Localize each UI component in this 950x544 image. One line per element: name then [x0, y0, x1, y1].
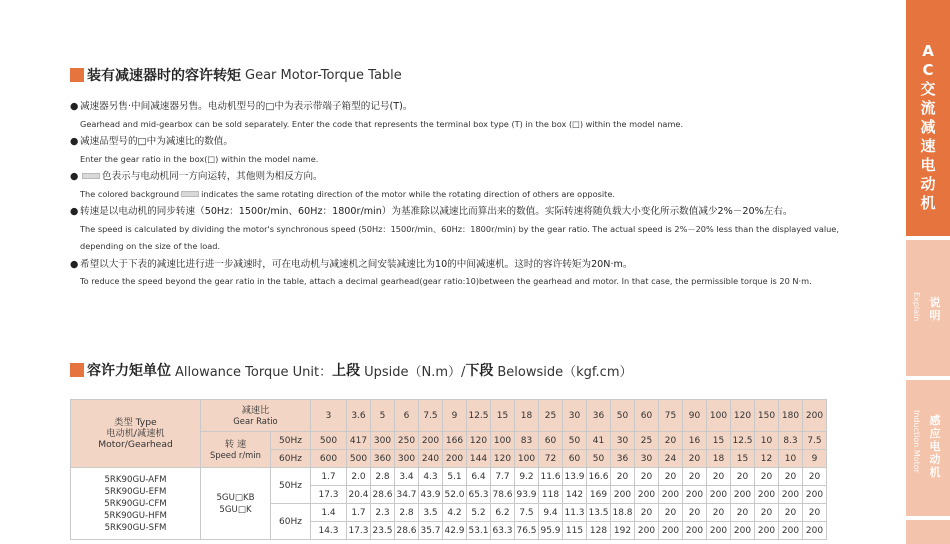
torque-cell: 11.6 — [539, 468, 563, 486]
ratio-cell: 3.6 — [347, 400, 371, 432]
speed50-cell: 120 — [467, 432, 491, 450]
table-header-ratio-row — [71, 400, 827, 432]
torque-cell: 7.5 — [515, 504, 539, 522]
torque-cell: 142 — [563, 486, 587, 504]
torque-cell: 200 — [731, 486, 755, 504]
note-1-cn-text: 减速器另售·中间减速器另售。电动机型号的□中为表示带端子箱型的记号(T)。 — [80, 101, 413, 112]
speed50-cell: 83 — [515, 432, 539, 450]
torque-cell: 200 — [755, 486, 779, 504]
torque-cell: 63.3 — [491, 522, 515, 540]
torque-cell: 76.5 — [515, 522, 539, 540]
speed50-cell: 100 — [491, 432, 515, 450]
ratio-cell: 50 — [611, 400, 635, 432]
torque-cell: 42.9 — [443, 522, 467, 540]
hz50-header: 50Hz — [271, 432, 311, 450]
section-torque-title-en: Gear Motor-Torque Table — [245, 67, 402, 83]
speed50-cell: 8.3 — [779, 432, 803, 450]
note-4-en: The speed is calculated by dividing the motor's synchronous speed (50Hz：1500r/min、60Hz：1800r/min) by the gear ratio. The actual speed is 2%－20% less than the displayed value, depending on the size of the load. — [80, 223, 839, 251]
allowance-title-en-c: Belowside（kgf.cm） — [497, 364, 633, 380]
speed-cn: 转 速 — [224, 438, 247, 450]
ratio-cell: 9 — [443, 400, 467, 432]
torque-cell: 3.5 — [419, 504, 443, 522]
ratio-cell: 25 — [539, 400, 563, 432]
speed50-cell: 30 — [611, 432, 635, 450]
torque-cell: 20 — [731, 504, 755, 522]
torque-cell: 20 — [707, 504, 731, 522]
note-5-cn — [70, 256, 840, 274]
gearhead-name: 5GU□K — [219, 504, 252, 515]
torque-cell: 6.2 — [491, 504, 515, 522]
torque-cell: 20 — [707, 468, 731, 486]
torque-cell: 14.3 — [311, 522, 347, 540]
torque-cell: 20 — [683, 468, 707, 486]
color-swatch-icon — [181, 191, 199, 197]
bullet-icon: ● — [70, 136, 79, 147]
ratio-cell: 7.5 — [419, 400, 443, 432]
ratio-cell: 75 — [659, 400, 683, 432]
torque-cell: 2.8 — [371, 468, 395, 486]
torque-table — [70, 399, 827, 540]
speed50-cell: 60 — [539, 432, 563, 450]
torque-cell: 35.7 — [419, 522, 443, 540]
torque-cell: 93.9 — [515, 486, 539, 504]
note-1-en: Gearhead and mid-gearbox can be sold separately. Enter the code that represents the terminal box type (T) in the box (□) within the model name. — [80, 118, 684, 129]
speed60-cell: 36 — [611, 450, 635, 468]
torque-cell: 200 — [659, 522, 683, 540]
speed60-cell: 240 — [419, 450, 443, 468]
torque-cell: 20 — [779, 504, 803, 522]
note-3-cn — [70, 168, 840, 186]
note-2-cn-text: 减速品型号的□中为减速比的数值。 — [80, 136, 233, 147]
speed-header-cell — [201, 432, 271, 468]
bullet-icon: ● — [70, 206, 79, 217]
torque-cell: 118 — [539, 486, 563, 504]
ratio-cell: 5 — [371, 400, 395, 432]
ratio-cell: 150 — [755, 400, 779, 432]
tab-ac-gear-motor[interactable] — [906, 0, 950, 236]
torque-cell: 200 — [731, 522, 755, 540]
speed50-cell: 16 — [683, 432, 707, 450]
speed50-cell: 41 — [587, 432, 611, 450]
hz50-row-label: 50Hz — [271, 468, 311, 504]
torque-cell: 200 — [707, 486, 731, 504]
notes-list — [70, 98, 840, 291]
torque-cell: 2.8 — [395, 504, 419, 522]
speed50-cell: 166 — [443, 432, 467, 450]
ratio-cell: 6 — [395, 400, 419, 432]
section-torque-title-cn: 装有减速器时的容许转矩 — [87, 68, 241, 84]
hz60-row-label: 60Hz — [271, 504, 311, 540]
torque-cell: 20 — [803, 504, 827, 522]
color-swatch-icon — [82, 173, 100, 179]
type-label-2: 电动机/减速机 — [106, 428, 165, 439]
torque-cell: 4.3 — [419, 468, 443, 486]
torque-cell: 128 — [587, 522, 611, 540]
model-list-cell — [71, 468, 201, 540]
allowance-title-cn-b: 上段 — [332, 363, 361, 379]
torque-cell: 7.7 — [491, 468, 515, 486]
torque-cell: 20 — [635, 504, 659, 522]
allowance-title-en-a: Allowance Torque Unit： — [175, 364, 333, 380]
torque-cell: 5.1 — [443, 468, 467, 486]
note-4-cn — [70, 203, 840, 221]
note-3-en-a: The colored background — [80, 188, 180, 199]
torque-cell: 200 — [611, 486, 635, 504]
heading-square-icon — [70, 363, 84, 377]
speed50-cell: 25 — [635, 432, 659, 450]
torque-cell: 65.3 — [467, 486, 491, 504]
speed50-cell: 417 — [347, 432, 371, 450]
ratio-cell: 30 — [563, 400, 587, 432]
speed50-cell: 250 — [395, 432, 419, 450]
torque-cell: 52.0 — [443, 486, 467, 504]
torque-cell: 6.4 — [467, 468, 491, 486]
torque-cell: 2.3 — [371, 504, 395, 522]
ratio-cell: 100 — [707, 400, 731, 432]
speed50-cell: 500 — [311, 432, 347, 450]
tab-induction-motor[interactable] — [906, 380, 950, 516]
speed50-cell: 300 — [371, 432, 395, 450]
side-navigation — [906, 0, 950, 544]
tab-explain-cn: 说明 — [929, 296, 941, 322]
speed60-cell: 500 — [347, 450, 371, 468]
speed60-cell: 15 — [731, 450, 755, 468]
torque-cell: 20 — [779, 468, 803, 486]
speed60-cell: 10 — [779, 450, 803, 468]
note-2-cn — [70, 133, 840, 151]
torque-cell: 95.9 — [539, 522, 563, 540]
torque-cell: 20 — [731, 468, 755, 486]
torque-cell: 200 — [683, 522, 707, 540]
torque-cell: 43.9 — [419, 486, 443, 504]
speed60-cell: 300 — [395, 450, 419, 468]
type-header-cell — [71, 400, 201, 468]
ratio-cell: 200 — [803, 400, 827, 432]
torque-cell: 200 — [659, 486, 683, 504]
note-3-en-b: indicates the same rotating direction of the motor while the rotating direction of others are opposite. — [201, 188, 615, 199]
torque-cell: 11.3 — [563, 504, 587, 522]
torque-cell: 4.2 — [443, 504, 467, 522]
torque-cell: 78.6 — [491, 486, 515, 504]
speed60-cell: 60 — [563, 450, 587, 468]
torque-cell: 20 — [611, 468, 635, 486]
table-row — [71, 468, 827, 486]
model-name: 5RK90GU-EFM — [104, 486, 167, 497]
torque-cell: 5.2 — [467, 504, 491, 522]
torque-cell: 200 — [803, 522, 827, 540]
torque-cell: 9.2 — [515, 468, 539, 486]
section-allowance-heading — [70, 361, 633, 379]
ratio-cell: 12.5 — [467, 400, 491, 432]
torque-cell: 169 — [587, 486, 611, 504]
model-name: 5RK90GU-CFM — [104, 498, 167, 509]
torque-cell: 53.1 — [467, 522, 491, 540]
tab-induction-en: Induction Motor — [912, 410, 921, 473]
speed50-cell: 15 — [707, 432, 731, 450]
torque-cell: 115 — [563, 522, 587, 540]
torque-cell: 2.0 — [347, 468, 371, 486]
tab-explain[interactable] — [906, 240, 950, 376]
torque-cell: 20 — [635, 468, 659, 486]
tab-induction-cn: 感应电动机 — [929, 414, 941, 479]
torque-cell: 200 — [635, 486, 659, 504]
torque-cell: 200 — [803, 486, 827, 504]
speed60-cell: 9 — [803, 450, 827, 468]
speed60-cell: 18 — [707, 450, 731, 468]
torque-cell: 16.6 — [587, 468, 611, 486]
torque-cell: 1.4 — [311, 504, 347, 522]
allowance-title-en-b: Upside（N.m）/ — [364, 364, 466, 380]
model-name: 5RK90GU-SFM — [104, 522, 167, 533]
gearhead-name: 5GU□KB — [216, 492, 255, 503]
torque-cell: 20.4 — [347, 486, 371, 504]
hz60-header: 60Hz — [271, 450, 311, 468]
torque-cell: 20 — [755, 468, 779, 486]
speed60-cell: 600 — [311, 450, 347, 468]
note-5-cn-text: 希望以大于下表的减速比进行进一步减速时，可在电动机与减速机之间安装减速比为10的中间减速机。这时的容许转矩为20N·m。 — [80, 258, 633, 270]
tab-explain-en: Explain — [912, 292, 921, 322]
type-label-3: Motor/Gearhead — [98, 439, 173, 450]
ratio-cell: 120 — [731, 400, 755, 432]
allowance-title-cn-a: 容许力矩单位 — [87, 363, 171, 379]
section-torque-heading — [70, 66, 402, 84]
torque-cell: 28.6 — [395, 522, 419, 540]
model-name: 5RK90GU-AFM — [104, 474, 167, 485]
gear-ratio-cn: 减速比 — [241, 404, 270, 416]
ratio-cell: 15 — [491, 400, 515, 432]
torque-cell: 34.7 — [395, 486, 419, 504]
torque-cell: 200 — [683, 486, 707, 504]
speed50-cell: 12.5 — [731, 432, 755, 450]
torque-cell: 200 — [755, 522, 779, 540]
torque-cell: 20 — [683, 504, 707, 522]
model-name: 5RK90GU-HFM — [104, 510, 167, 521]
torque-cell: 1.7 — [311, 468, 347, 486]
bullet-icon: ● — [70, 258, 79, 270]
gearhead-cell — [201, 468, 271, 540]
speed-en: Speed r/min — [210, 449, 261, 460]
torque-cell: 192 — [611, 522, 635, 540]
note-1-cn — [70, 98, 840, 116]
speed50-cell: 7.5 — [803, 432, 827, 450]
speed50-cell: 20 — [659, 432, 683, 450]
torque-cell: 17.3 — [311, 486, 347, 504]
torque-cell: 17.3 — [347, 522, 371, 540]
allowance-title-cn-c: 下段 — [465, 363, 494, 379]
speed60-cell: 30 — [635, 450, 659, 468]
torque-cell: 13.5 — [587, 504, 611, 522]
speed60-cell: 360 — [371, 450, 395, 468]
speed60-cell: 72 — [539, 450, 563, 468]
torque-cell: 200 — [779, 522, 803, 540]
speed60-cell: 24 — [659, 450, 683, 468]
torque-cell: 20 — [803, 468, 827, 486]
speed50-cell: 10 — [755, 432, 779, 450]
bullet-icon: ● — [70, 101, 79, 112]
note-3-cn-text: 色表示与电动机同一方向运转，其他则为相反方向。 — [102, 171, 323, 182]
torque-cell: 9.4 — [539, 504, 563, 522]
torque-cell: 20 — [659, 468, 683, 486]
gear-ratio-header-cell — [201, 400, 311, 432]
speed60-cell: 20 — [683, 450, 707, 468]
torque-cell: 20 — [659, 504, 683, 522]
tab-ac-gear-motor-label: AC交流减速电动机 — [920, 42, 936, 212]
torque-cell: 28.6 — [371, 486, 395, 504]
torque-cell: 3.4 — [395, 468, 419, 486]
torque-cell: 23.5 — [371, 522, 395, 540]
speed60-cell: 50 — [587, 450, 611, 468]
torque-cell: 200 — [779, 486, 803, 504]
torque-cell: 13.9 — [563, 468, 587, 486]
gear-ratio-en: Gear Ratio — [233, 415, 278, 426]
speed60-cell: 100 — [515, 450, 539, 468]
ratio-cell: 180 — [779, 400, 803, 432]
ratio-cell: 36 — [587, 400, 611, 432]
note-5-en: To reduce the speed beyond the gear ratio in the table, attach a decimal gearhead(gear ratio:10)between the gearhead and motor. In that case, the permissible torque is 20 N·m. — [80, 276, 812, 286]
tab-next[interactable] — [906, 520, 950, 544]
note-2-en: Enter the gear ratio in the box(□) within the model name. — [80, 153, 319, 164]
note-3-en — [70, 186, 840, 204]
speed60-cell: 12 — [755, 450, 779, 468]
heading-square-icon — [70, 68, 84, 82]
speed50-cell: 200 — [419, 432, 443, 450]
torque-cell: 1.7 — [347, 504, 371, 522]
speed60-cell: 144 — [467, 450, 491, 468]
torque-cell: 18.8 — [611, 504, 635, 522]
torque-cell: 20 — [755, 504, 779, 522]
ratio-cell: 60 — [635, 400, 659, 432]
note-4-cn-text: 转速是以电动机的同步转速（50Hz：1500r/min、60Hz：1800r/min）为基准除以减速比而算出来的数值。实际转速将随负载大小变化所示数值减少2%－20%左右。 — [80, 206, 793, 217]
speed50-cell: 50 — [563, 432, 587, 450]
torque-cell: 200 — [635, 522, 659, 540]
type-label-1: 类型 Type — [114, 417, 157, 428]
bullet-icon: ● — [70, 171, 79, 182]
speed60-cell: 200 — [443, 450, 467, 468]
ratio-cell: 90 — [683, 400, 707, 432]
torque-cell: 200 — [707, 522, 731, 540]
ratio-cell: 3 — [311, 400, 347, 432]
speed60-cell: 120 — [491, 450, 515, 468]
ratio-cell: 18 — [515, 400, 539, 432]
